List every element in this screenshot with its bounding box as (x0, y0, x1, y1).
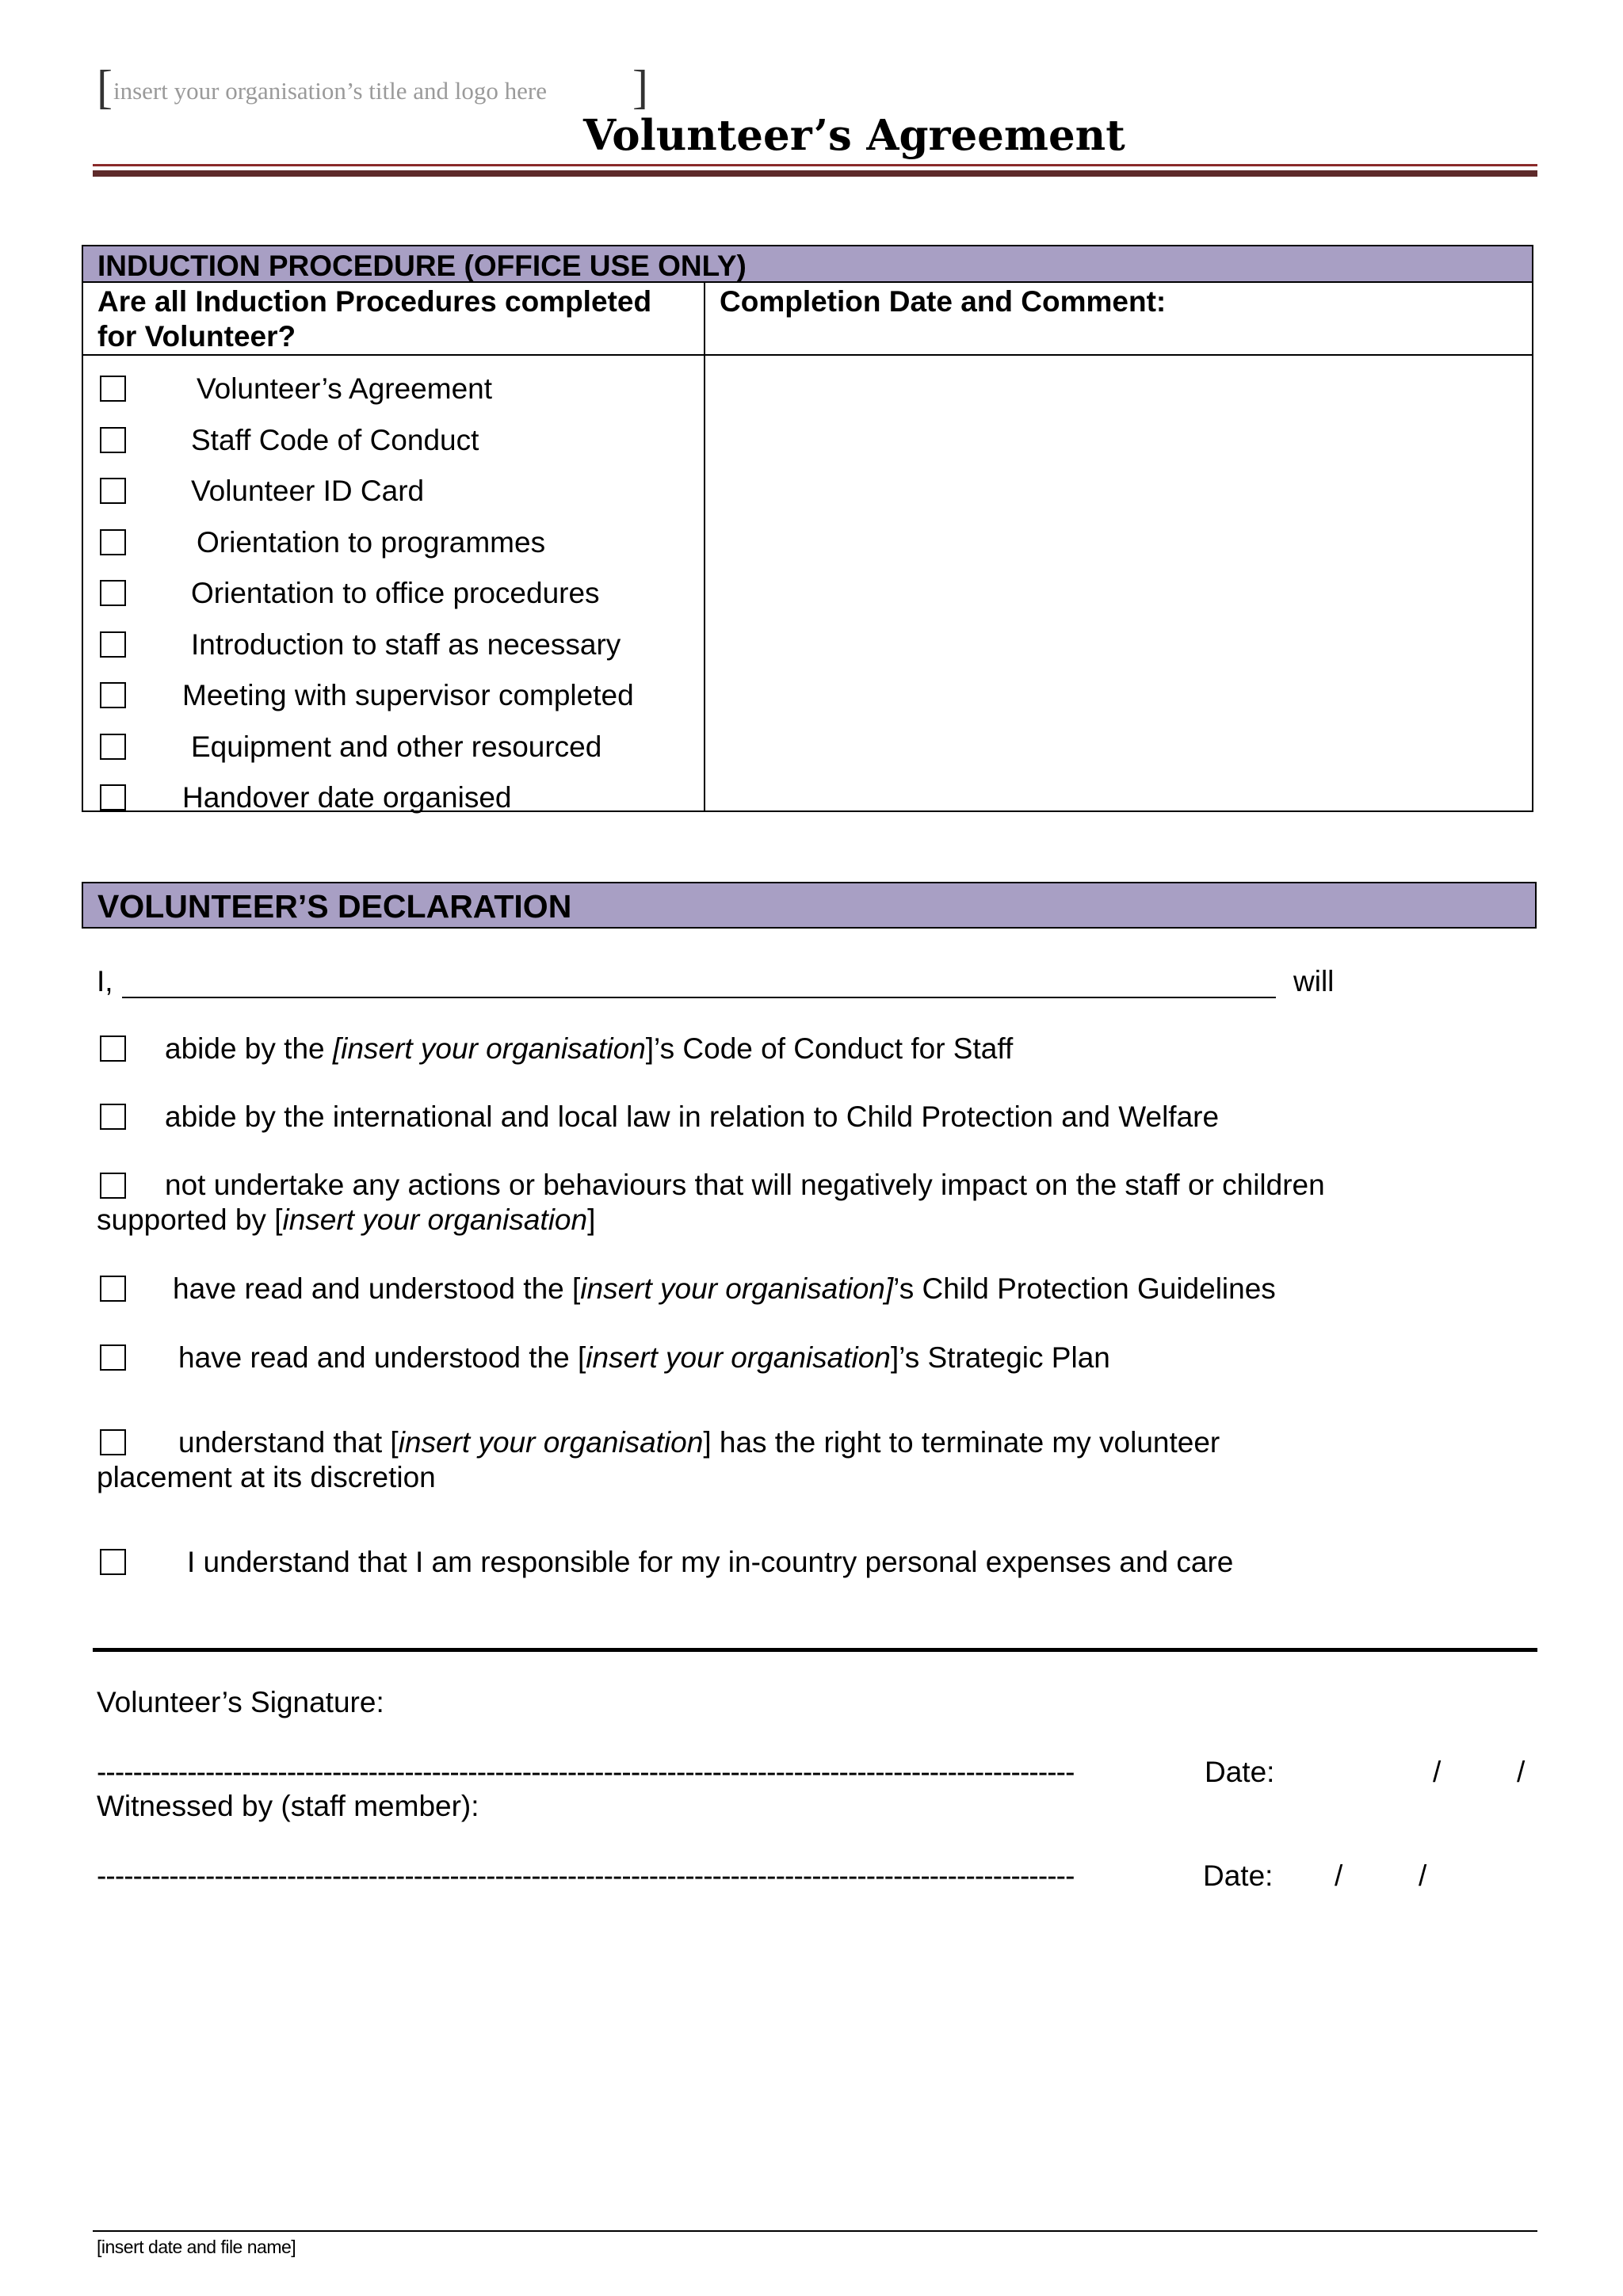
statement-termination-line1: understand that [insert your organisation] has the right to terminate my volunteer (178, 1426, 1220, 1459)
declaration-heading: VOLUNTEER’S DECLARATION (97, 888, 572, 925)
document-title: Volunteer’s Agreement (583, 111, 1125, 160)
statement-personal-expenses: I understand that I am responsible for my in-country personal expenses and care (187, 1546, 1234, 1578)
checkbox-code-of-conduct[interactable] (100, 1035, 126, 1062)
checkbox-staff-code-of-conduct[interactable] (100, 427, 126, 453)
induction-item-label: Orientation to programmes (197, 526, 546, 559)
checkbox-meeting-supervisor[interactable] (100, 682, 126, 708)
statement-child-protection-law: abide by the international and local law in relation to Child Protection and Welfare (165, 1100, 1220, 1133)
induction-col1-header: Are all Induction Procedures completed for Volunteer? (97, 285, 652, 353)
volunteer-date-slash-2: / (1517, 1756, 1526, 1788)
witness-date-slash-2: / (1419, 1859, 1427, 1892)
header-rule-thick (93, 170, 1537, 177)
induction-heading: INDUCTION PROCEDURE (OFFICE USE ONLY) (97, 250, 747, 282)
induction-item-label: Volunteer’s Agreement (197, 372, 492, 405)
statement-no-negative-actions-line2: supported by [insert your organisation] (97, 1203, 596, 1236)
checkbox-handover-date[interactable] (100, 784, 126, 810)
checkbox-personal-expenses[interactable] (100, 1549, 126, 1575)
declaration-header (82, 882, 1537, 929)
checkbox-child-protection-guidelines[interactable] (100, 1276, 126, 1302)
volunteer-signature-line[interactable]: ------------------------------------------------------------------------------------------------------------ (97, 1756, 1075, 1788)
induction-table (82, 245, 1533, 812)
checkbox-orientation-programmes[interactable] (100, 529, 126, 555)
induction-item-label: Orientation to office procedures (191, 577, 600, 609)
declaration-intro-prefix: I, (97, 965, 113, 997)
checkbox-volunteers-agreement[interactable] (100, 376, 126, 402)
checkbox-introduction-staff[interactable] (100, 631, 126, 658)
statement-strategic-plan: have read and understood the [insert your organisation]’s Strategic Plan (178, 1341, 1110, 1374)
checkbox-volunteer-id-card[interactable] (100, 478, 126, 504)
witness-label: Witnessed by (staff member): (97, 1790, 479, 1822)
induction-item-label: Meeting with supervisor completed (182, 679, 634, 711)
org-title-placeholder: insert your organisation’s title and logo here (113, 77, 547, 105)
column-divider (704, 283, 705, 812)
bracket-open: [ (97, 61, 113, 113)
signature-section-rule (93, 1648, 1537, 1652)
induction-col2-header: Completion Date and Comment: (720, 285, 1167, 318)
induction-item-label: Staff Code of Conduct (191, 424, 479, 456)
volunteer-signature-label: Volunteer’s Signature: (97, 1686, 384, 1718)
induction-item-label: Handover date organised (182, 781, 512, 814)
volunteer-date-label: Date: (1205, 1756, 1275, 1788)
statement-no-negative-actions-line1: not undertake any actions or behaviours that will negatively impact on the staff or children (165, 1169, 1325, 1201)
checkbox-strategic-plan[interactable] (100, 1344, 126, 1371)
statement-termination-line2: placement at its discretion (97, 1461, 436, 1493)
witness-date-label: Date: (1203, 1859, 1274, 1892)
witness-signature-line[interactable]: ------------------------------------------------------------------------------------------------------------ (97, 1859, 1075, 1892)
checkbox-termination-right[interactable] (100, 1429, 126, 1455)
checkbox-child-protection-law[interactable] (100, 1104, 126, 1130)
footer-text: [insert date and file name] (97, 2237, 296, 2257)
checkbox-equipment[interactable] (100, 734, 126, 760)
declaration-intro-suffix: will (1293, 965, 1335, 997)
volunteer-name-line[interactable] (122, 997, 1276, 998)
statement-code-of-conduct: abide by the [insert your organisation]’s Code of Conduct for Staff (165, 1032, 1014, 1065)
induction-item-label: Introduction to staff as necessary (191, 628, 621, 661)
witness-date-slash-1: / (1335, 1859, 1343, 1892)
header-rule-thin (93, 164, 1537, 166)
statement-child-protection-guidelines: have read and understood the [insert your organisation]’s Child Protection Guidelines (173, 1272, 1276, 1305)
footer-rule (93, 2230, 1537, 2232)
bracket-close: ] (632, 61, 648, 113)
checkbox-orientation-office[interactable] (100, 580, 126, 606)
induction-item-label: Volunteer ID Card (191, 475, 425, 507)
checkbox-no-negative-actions[interactable] (100, 1173, 126, 1199)
induction-item-label: Equipment and other resourced (191, 730, 602, 763)
row-divider (83, 354, 1532, 356)
volunteer-date-slash-1: / (1433, 1756, 1442, 1788)
induction-header (83, 246, 1532, 283)
